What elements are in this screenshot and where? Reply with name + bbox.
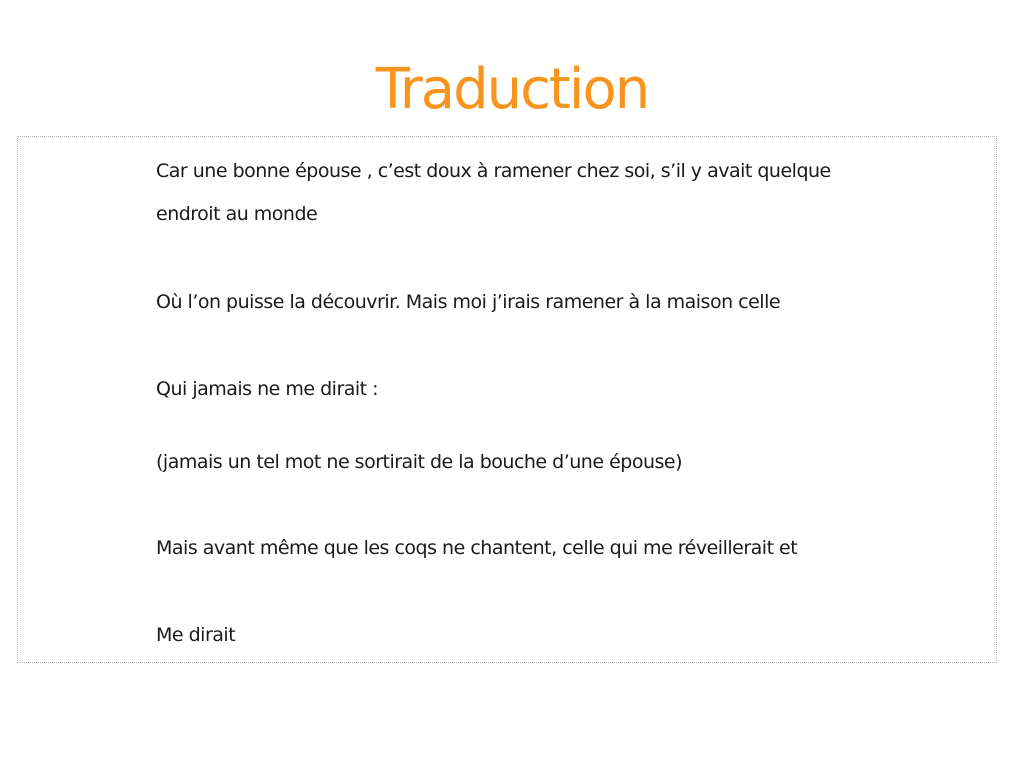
text-content-box: [17, 136, 997, 663]
text-line-1: Car une bonne épouse , c’est doux à ramener chez soi, s’il y avait quelque: [156, 160, 831, 182]
text-line-3: Où l’on puisse la découvrir. Mais moi j’irais ramener à la maison celle: [156, 291, 781, 313]
text-line-4: Qui jamais ne me dirait :: [156, 378, 379, 400]
slide-title: Traduction: [375, 57, 649, 122]
text-line-7: Me dirait: [156, 624, 236, 646]
text-line-6: Mais avant même que les coqs ne chantent, celle qui me réveillerait et: [156, 537, 798, 559]
text-line-5: (jamais un tel mot ne sortirait de la bouche d’une épouse): [156, 451, 682, 473]
text-line-2: endroit au monde: [156, 203, 318, 225]
